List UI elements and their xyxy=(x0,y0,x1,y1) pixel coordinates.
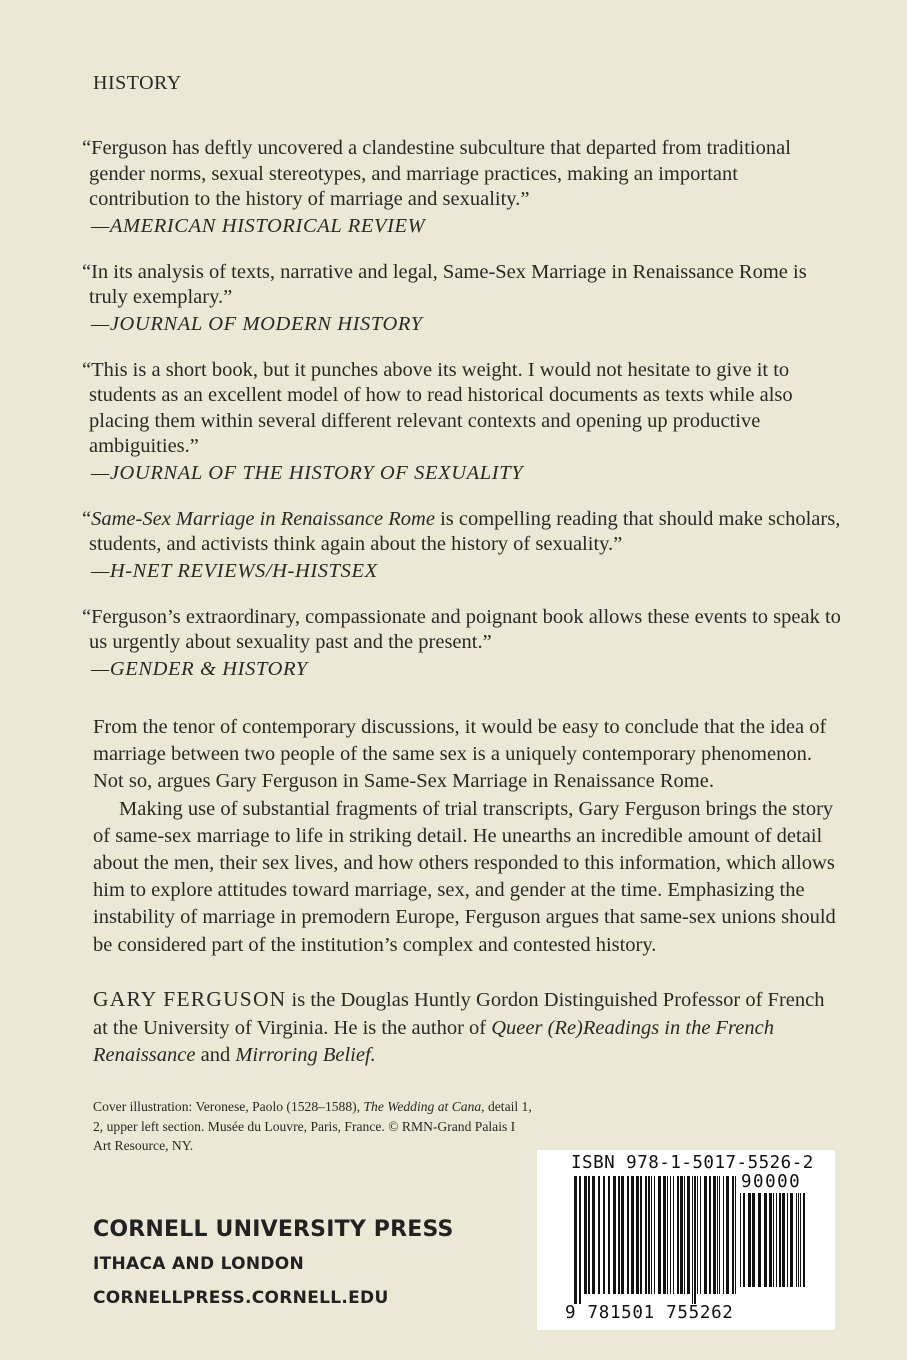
barcode-bar xyxy=(758,1193,761,1287)
review-blurb xyxy=(82,605,842,682)
barcode-bar xyxy=(743,1193,745,1287)
publisher-name: CORNELL UNIVERSITY PRESS xyxy=(93,1217,454,1242)
barcode-bar xyxy=(704,1176,707,1294)
barcode-bar xyxy=(782,1193,785,1287)
barcode-digits: 9 781501 755262 xyxy=(565,1303,734,1323)
review-quote: “In its analysis of texts, narrative and legal, Same-Sex Marriage in Renaissance Rome is truly exemplary.” xyxy=(82,260,807,308)
credit-text: Cover illustration: Veronese, Paolo (1528–1588), xyxy=(93,1099,364,1114)
barcode-bar xyxy=(713,1176,716,1294)
barcode-bar xyxy=(574,1176,577,1304)
barcode-bar xyxy=(773,1193,774,1287)
barcode-bar xyxy=(769,1193,772,1287)
barcode-bar xyxy=(719,1176,720,1294)
barcode-bar xyxy=(667,1176,668,1294)
barcode-bar xyxy=(584,1176,587,1294)
barcode-bar xyxy=(677,1176,679,1294)
barcode-bar xyxy=(598,1176,600,1294)
book-description xyxy=(93,714,841,959)
barcode-bar xyxy=(709,1176,711,1294)
barcode-bar xyxy=(618,1176,620,1294)
barcode-bar xyxy=(648,1176,650,1294)
review-blurb xyxy=(82,136,842,239)
barcode-bar xyxy=(658,1176,661,1294)
barcode-bar xyxy=(670,1176,671,1294)
review-source: —AMERICAN HISTORICAL REVIEW xyxy=(91,214,426,237)
publisher-block xyxy=(93,1213,454,1315)
barcode-bar xyxy=(621,1176,624,1294)
author-bio-text: is the Douglas Huntly Gordon Distinguished Professor of French at the University of Virginia. He is the author of xyxy=(93,989,825,1039)
barcode-bar xyxy=(726,1176,729,1294)
author-bio-text: and xyxy=(195,1044,236,1066)
barcode-bar xyxy=(700,1176,701,1294)
barcode-bar xyxy=(592,1176,595,1294)
author-book-title: Queer (Re)Readings in the French Renaissance xyxy=(93,1016,774,1066)
credit-text: , detail 1, 2, upper left section. Musée du Louvre, Paris, France. © RMN-Grand Palais I Art Resource, NY. xyxy=(93,1099,532,1153)
barcode-bar xyxy=(680,1176,683,1294)
cover-credit xyxy=(93,1097,533,1156)
barcode-bar xyxy=(752,1193,755,1287)
publisher-cities: ITHACA AND LONDON xyxy=(93,1254,305,1274)
barcode-bar xyxy=(748,1193,751,1287)
category-label: HISTORY xyxy=(93,72,182,94)
barcode-bar xyxy=(776,1193,777,1287)
review-source: —H-NET REVIEWS/H-HISTSEX xyxy=(91,559,378,582)
review-quote: “This is a short book, but it punches above its weight. I would not hesitate to give it to students as an excellent model of how to read historical documents as texts while also placing them within several different relevant contexts and opening up productive ambiguities.” xyxy=(82,358,793,457)
review-blurb xyxy=(82,507,842,584)
barcode-bar xyxy=(717,1176,718,1294)
isbn-number: ISBN 978-1-5017-5526-2 xyxy=(571,1153,814,1173)
quote-text: is compelling reading that should make scholars, students, and activists think again about the history of sexuality.” xyxy=(89,507,841,555)
barcode-bar xyxy=(796,1193,797,1287)
barcode-bar xyxy=(687,1176,690,1294)
barcode-bar xyxy=(790,1193,793,1287)
barcode-bar xyxy=(764,1193,767,1287)
barcode-bar xyxy=(588,1176,590,1294)
barcode-bar xyxy=(800,1193,801,1287)
review-blurb xyxy=(82,358,842,486)
barcode-bar xyxy=(640,1176,642,1294)
barcode-bar xyxy=(603,1176,605,1294)
author-name: GARY FERGUSON xyxy=(93,987,287,1011)
barcode-bar xyxy=(645,1176,647,1294)
barcode-bar xyxy=(654,1176,655,1294)
barcode-bar xyxy=(663,1176,666,1294)
barcode-bar xyxy=(735,1176,736,1294)
barcode-bar xyxy=(787,1193,788,1287)
price-addon-number: 90000 xyxy=(741,1172,802,1192)
barcode-bar xyxy=(608,1176,610,1294)
barcode-bar xyxy=(740,1193,741,1287)
artwork-title: The Wedding at Cana xyxy=(363,1099,482,1114)
barcode-bar xyxy=(613,1176,616,1294)
barcode-bar xyxy=(692,1176,693,1304)
barcode-bar xyxy=(684,1176,685,1294)
description-paragraph: Making use of substantial fragments of trial transcripts, Gary Ferguson brings the story of same-sex marriage to life in striking detail. He unearths an incredible amount of detail about the men, their sex lives, and how others responded to this information, which allows him to explore attitudes toward marriage, sex, and gender at the time. Emphasizing the instability of marriage in premodern Europe, Ferguson argues that same-sex unions should be considered part of the institution’s complex and contested history. xyxy=(93,797,836,956)
description-paragraph: From the tenor of contemporary discussions, it would be easy to conclude that the idea of marriage between two people of the same sex is a uniquely contemporary phenomenon. Not so, argues Gary Ferguson in Same-Sex Marriage in Renaissance Rome. xyxy=(93,716,827,793)
barcode-bar xyxy=(723,1176,724,1294)
barcode-bar xyxy=(673,1176,674,1294)
barcode-bar xyxy=(579,1176,581,1304)
barcode-bar xyxy=(697,1176,698,1294)
barcode-bar xyxy=(631,1176,634,1294)
ean-barcode-image xyxy=(574,1176,738,1304)
author-book-title: Mirroring Belief. xyxy=(235,1044,376,1066)
review-source: —JOURNAL OF MODERN HISTORY xyxy=(91,312,423,335)
barcode-bar xyxy=(694,1176,696,1304)
publisher-url: CORNELLPRESS.CORNELL.EDU xyxy=(93,1288,389,1308)
quote-open-mark: “ xyxy=(82,507,92,530)
barcode-bar xyxy=(636,1176,639,1294)
review-blurb xyxy=(82,260,842,337)
review-source: —JOURNAL OF THE HISTORY OF SEXUALITY xyxy=(91,461,524,484)
barcode-bar xyxy=(803,1193,805,1287)
barcode-bar xyxy=(627,1176,629,1294)
review-source: —GENDER & HISTORY xyxy=(91,657,308,680)
book-title-italic: Same-Sex Marriage in Renaissance Rome xyxy=(91,507,435,530)
isbn-barcode-box xyxy=(537,1150,835,1330)
barcode-bar xyxy=(779,1193,781,1287)
review-quote: “Ferguson has deftly uncovered a clandestine subculture that departed from traditional gender norms, sexual stereotypes, and marriage practices, making an important contribution to the history of marriage and sexuality.” xyxy=(82,137,791,210)
author-bio xyxy=(93,986,841,1070)
review-blurbs xyxy=(82,136,842,703)
barcode-bar xyxy=(798,1193,799,1287)
barcode-bar xyxy=(651,1176,652,1294)
review-quote xyxy=(82,507,842,558)
barcode-bar xyxy=(732,1176,734,1294)
addon-barcode-image xyxy=(740,1193,806,1297)
review-quote: “Ferguson’s extraordinary, compassionate and poignant book allows these events to speak to us urgently about sexuality past and the present.” xyxy=(82,605,841,653)
